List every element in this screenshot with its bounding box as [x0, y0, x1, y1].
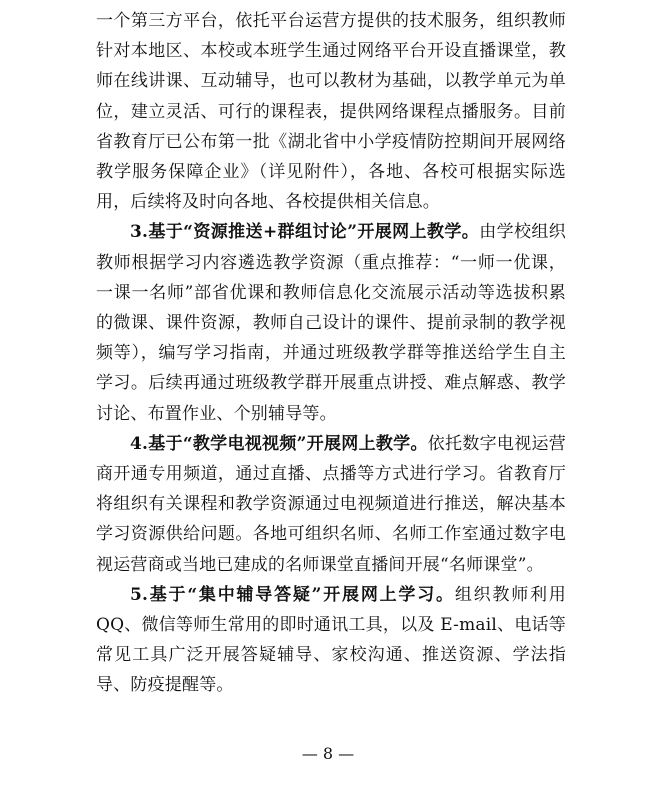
paragraph-3-heading: 3.基于“资源推送+群组讨论”开展网上教学。	[130, 222, 480, 243]
paragraph-item-5	[96, 580, 566, 701]
page-number: — 8 —	[301, 744, 355, 763]
paragraph-5-text: 组织教师利用QQ、微信等师生常用的即时通讯工具，以及 E-mail、电话等常见工具广泛开展答疑辅导、家校沟通、推送资源、学法指导、防疫提醒等。	[96, 584, 567, 696]
paragraph-5-heading: 5.基于“集中辅导答疑”开展网上学习。	[130, 584, 455, 605]
paragraph-continuation	[96, 6, 566, 217]
paragraph-item-4	[96, 429, 566, 580]
document-body	[96, 6, 566, 701]
paragraph-4-text: 依托数字电视运营商开通专用频道，通过直播、点播等方式进行学习。省教育厅将组织有关课程和教学资源通过电视频道进行推送，解决基本学习资源供给问题。各地可组织名师、名师工作室通过数字电视运营商或当地已建成的名师课堂直播间开展“名师课堂”。	[96, 433, 566, 575]
paragraph-4-heading: 4.基于“教学电视视频”开展网上教学。	[130, 433, 428, 454]
paragraph-1-text: 一个第三方平台，依托平台运营方提供的技术服务，组织教师针对本地区、本校或本班学生通过网络平台开设直播课堂，教师在线讲课、互动辅导，也可以教材为基础，以教学单元为单位，建立灵活、可行的课程表，提供网络课程点播服务。目前省教育厅已公布第一批《湖北省中小学疫情防控期间开展网络教学服务保障企业》（详见附件），各地、各校可根据实际选用，后续将及时向各地、各校提供相关信息。	[96, 11, 566, 213]
paragraph-3-text: 由学校组织教师根据学习内容遴选教学资源（重点推荐：“一师一优课，一课一名师”部省优课和教师信息化交流展示活动等选拔积累的微课、课件资源，教师自己设计的课件、提前录制的教学视频等），编写学习指南，并通过班级教学群等推送给学生自主学习。后续再通过班级教学群开展重点讲授、难点解惑、教学讨论、布置作业、个别辅导等。	[96, 222, 566, 424]
paragraph-item-3	[96, 217, 566, 428]
